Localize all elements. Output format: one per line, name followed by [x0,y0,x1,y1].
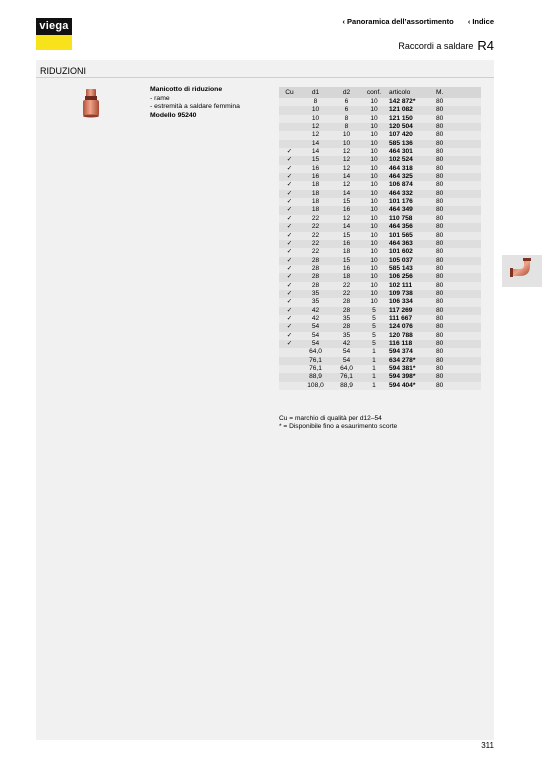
cell-m: 80 [433,173,481,181]
cell-m: 80 [433,115,481,123]
cell-m: 80 [433,307,481,315]
panel-title: RIDUZIONI [36,64,494,78]
table-row [279,115,481,123]
cell-d1: 54 [300,340,331,348]
product-title: Manicotto di riduzione [150,86,223,93]
cell-cu: ✓ [279,273,300,281]
table-row [279,365,481,373]
cell-articolo: 594 398* [386,373,433,381]
cell-d1: 108,0 [300,382,331,390]
cell-d2: 16 [331,240,362,248]
cell-d2: 8 [331,123,362,131]
cell-m: 80 [433,148,481,156]
product-bullet: - estremità a saldare femmina [150,103,240,111]
cell-m: 80 [433,206,481,214]
cell-cu: ✓ [279,265,300,273]
table-notes [279,415,397,431]
cell-d2: 16 [331,206,362,214]
cell-articolo: 109 738 [386,290,433,298]
cell-d1: 16 [300,173,331,181]
cell-d1: 35 [300,298,331,306]
cell-conf: 10 [362,123,386,131]
cell-cu: ✓ [279,323,300,331]
cell-d2: 12 [331,165,362,173]
cell-conf: 10 [362,232,386,240]
cell-m: 80 [433,348,481,356]
cell-conf: 10 [362,240,386,248]
cell-conf: 10 [362,257,386,265]
cell-conf: 10 [362,215,386,223]
cell-d1: 12 [300,131,331,139]
section-title: Raccordi a saldare [398,41,474,51]
cell-articolo: 594 381* [386,365,433,373]
cell-conf: 10 [362,165,386,173]
cell-cu: ✓ [279,307,300,315]
cell-cu: ✓ [279,290,300,298]
cell-m: 80 [433,131,481,139]
table-row [279,290,481,298]
cell-m: 80 [433,373,481,381]
cell-d2: 22 [331,290,362,298]
cell-m: 80 [433,198,481,206]
cell-d1: 18 [300,206,331,214]
cell-conf: 10 [362,148,386,156]
cell-m: 80 [433,282,481,290]
cell-d1: 22 [300,215,331,223]
cell-d2: 35 [331,315,362,323]
chevron-left-icon: ‹ [467,17,471,26]
cell-d1: 16 [300,165,331,173]
cell-d2: 18 [331,248,362,256]
cell-d2: 12 [331,181,362,189]
cell-cu: ✓ [279,190,300,198]
cell-m: 80 [433,223,481,231]
cell-articolo: 121 150 [386,115,433,123]
cell-cu: ✓ [279,156,300,164]
cell-d1: 28 [300,265,331,273]
cell-m: 80 [433,273,481,281]
cell-d1: 18 [300,181,331,189]
cell-d2: 12 [331,156,362,164]
table-row [279,248,481,256]
product-description [150,86,240,120]
cell-d2: 14 [331,190,362,198]
section-code: R4 [477,38,494,53]
cell-conf: 10 [362,198,386,206]
cell-cu: ✓ [279,181,300,189]
cell-cu [279,140,300,148]
cell-conf: 10 [362,98,386,106]
col-header-conf: conf. [362,87,386,98]
cell-d1: 76,1 [300,365,331,373]
logo-yellow-bar [36,35,72,50]
cell-cu [279,373,300,381]
cell-d2: 28 [331,307,362,315]
table-row [279,273,481,281]
col-header-cu: Cu [279,87,300,98]
copper-reducer-fitting-icon [80,88,102,118]
cell-articolo: 464 363 [386,240,433,248]
cell-d1: 35 [300,290,331,298]
cell-articolo: 102 111 [386,282,433,290]
cell-conf: 5 [362,315,386,323]
cell-articolo: 106 256 [386,273,433,281]
side-tab[interactable] [502,255,542,287]
cell-d1: 14 [300,140,331,148]
cell-cu: ✓ [279,332,300,340]
article-table [279,87,481,390]
table-row [279,206,481,214]
cell-d1: 28 [300,273,331,281]
cell-d1: 28 [300,257,331,265]
cell-d2: 64,0 [331,365,362,373]
cell-d2: 12 [331,148,362,156]
cell-d2: 18 [331,273,362,281]
cell-cu: ✓ [279,248,300,256]
cell-conf: 10 [362,290,386,298]
cell-conf: 10 [362,140,386,148]
cell-cu [279,98,300,106]
cell-articolo: 594 374 [386,348,433,356]
table-row [279,348,481,356]
cell-articolo: 106 334 [386,298,433,306]
cell-articolo: 121 082 [386,106,433,114]
cell-d2: 28 [331,323,362,331]
cell-cu [279,365,300,373]
cell-d1: 8 [300,98,331,106]
cell-articolo: 101 565 [386,232,433,240]
cell-articolo: 634 278* [386,357,433,365]
cell-d2: 8 [331,115,362,123]
table-row [279,165,481,173]
cell-cu: ✓ [279,282,300,290]
cell-d2: 12 [331,215,362,223]
table-row [279,190,481,198]
cell-d2: 15 [331,257,362,265]
cell-m: 80 [433,215,481,223]
cell-d2: 54 [331,348,362,356]
cell-cu [279,123,300,131]
table-row [279,98,481,106]
cell-d2: 6 [331,106,362,114]
table-row [279,232,481,240]
cell-articolo: 101 176 [386,198,433,206]
cell-d1: 22 [300,240,331,248]
chevron-left-icon: ‹ [342,17,346,26]
product-model: Modello 95240 [150,111,197,119]
table-header-row [279,87,481,98]
cell-m: 80 [433,298,481,306]
cell-cu [279,357,300,365]
cell-d2: 16 [331,265,362,273]
nav-link-overview[interactable]: ‹ Panoramica dell’assortimento [342,17,454,26]
cell-d1: 42 [300,315,331,323]
cell-d1: 22 [300,248,331,256]
cell-articolo: 464 356 [386,223,433,231]
cell-conf: 10 [362,248,386,256]
table-row [279,131,481,139]
table-row [279,240,481,248]
cell-m: 80 [433,365,481,373]
cell-conf: 10 [362,156,386,164]
cell-d1: 28 [300,282,331,290]
table-row [279,156,481,164]
cell-articolo: 585 143 [386,265,433,273]
cell-conf: 5 [362,340,386,348]
cell-articolo: 464 301 [386,148,433,156]
cell-d1: 54 [300,323,331,331]
logo-text: viega [36,18,72,35]
cell-conf: 5 [362,332,386,340]
col-header-articolo: articolo [386,87,433,98]
cell-articolo: 585 136 [386,140,433,148]
product-bullet: - rame [150,94,170,102]
cell-conf: 10 [362,206,386,214]
cell-articolo: 120 788 [386,332,433,340]
cell-d2: 28 [331,298,362,306]
cell-d1: 14 [300,148,331,156]
cell-cu [279,382,300,390]
cell-cu: ✓ [279,223,300,231]
cell-m: 80 [433,315,481,323]
cell-m: 80 [433,257,481,265]
cell-d2: 76,1 [331,373,362,381]
cell-conf: 1 [362,348,386,356]
table-row [279,181,481,189]
cell-articolo: 124 076 [386,323,433,331]
cell-d1: 15 [300,156,331,164]
cell-m: 80 [433,290,481,298]
table-row [279,148,481,156]
cell-conf: 10 [362,265,386,273]
cell-m: 80 [433,232,481,240]
cell-articolo: 464 325 [386,173,433,181]
cell-d2: 10 [331,131,362,139]
cell-d2: 6 [331,98,362,106]
cell-d1: 22 [300,232,331,240]
cell-cu: ✓ [279,298,300,306]
cell-d1: 18 [300,190,331,198]
cell-articolo: 111 667 [386,315,433,323]
cell-conf: 10 [362,115,386,123]
cell-d1: 18 [300,198,331,206]
table-row [279,106,481,114]
cell-articolo: 107 420 [386,131,433,139]
cell-articolo: 120 504 [386,123,433,131]
cell-conf: 10 [362,223,386,231]
note-asterisk: * = Disponibile fino a esaurimento scorte [279,423,398,430]
cell-conf: 1 [362,382,386,390]
cell-m: 80 [433,357,481,365]
cell-conf: 10 [362,181,386,189]
cell-cu [279,106,300,114]
cell-cu: ✓ [279,257,300,265]
cell-cu: ✓ [279,206,300,214]
cell-cu [279,348,300,356]
table-row [279,332,481,340]
cell-cu: ✓ [279,165,300,173]
cell-cu: ✓ [279,198,300,206]
cell-m: 80 [433,323,481,331]
cell-m: 80 [433,382,481,390]
cell-articolo: 116 118 [386,340,433,348]
table-row [279,173,481,181]
cell-d1: 42 [300,307,331,315]
cell-d2: 54 [331,357,362,365]
cell-conf: 10 [362,106,386,114]
cell-m: 80 [433,340,481,348]
table-row [279,215,481,223]
cell-cu: ✓ [279,340,300,348]
cell-d2: 35 [331,332,362,340]
cell-cu [279,115,300,123]
table-row [279,357,481,365]
table-row [279,382,481,390]
cell-cu: ✓ [279,232,300,240]
note-cu: Cu = marchio di qualità per d12–54 [279,415,382,422]
cell-conf: 10 [362,298,386,306]
cell-articolo: 106 874 [386,181,433,189]
cell-cu [279,131,300,139]
cell-conf: 1 [362,357,386,365]
cell-articolo: 464 318 [386,165,433,173]
cell-conf: 10 [362,173,386,181]
cell-articolo: 110 758 [386,215,433,223]
cell-conf: 1 [362,373,386,381]
table-row [279,298,481,306]
cell-d2: 15 [331,198,362,206]
cell-m: 80 [433,123,481,131]
cell-m: 80 [433,98,481,106]
cell-articolo: 117 269 [386,307,433,315]
cell-cu: ✓ [279,148,300,156]
cell-d1: 22 [300,223,331,231]
cell-cu: ✓ [279,240,300,248]
cell-d2: 15 [331,232,362,240]
cell-d2: 14 [331,223,362,231]
cell-cu: ✓ [279,315,300,323]
cell-d2: 10 [331,140,362,148]
cell-conf: 10 [362,273,386,281]
table-row [279,198,481,206]
cell-m: 80 [433,190,481,198]
table-row [279,373,481,381]
cell-d2: 88,9 [331,382,362,390]
copper-elbow-fitting-icon [502,255,542,287]
cell-d2: 14 [331,173,362,181]
cell-d1: 54 [300,332,331,340]
cell-m: 80 [433,140,481,148]
table-row [279,223,481,231]
cell-cu: ✓ [279,173,300,181]
cell-m: 80 [433,332,481,340]
nav-link-index[interactable]: ‹ Indice [467,17,494,26]
section-heading [398,38,494,53]
cell-articolo: 105 037 [386,257,433,265]
cell-m: 80 [433,265,481,273]
table-row [279,123,481,131]
table-row [279,323,481,331]
table-row [279,340,481,348]
table-row [279,140,481,148]
cell-articolo: 142 872* [386,98,433,106]
table-row [279,257,481,265]
cell-m: 80 [433,156,481,164]
table-row [279,282,481,290]
col-header-d1: d1 [300,87,331,98]
top-navigation [331,17,494,26]
cell-d1: 76,1 [300,357,331,365]
cell-articolo: 102 524 [386,156,433,164]
viega-logo [36,18,72,50]
col-header-m: M. [433,87,481,98]
cell-d1: 10 [300,115,331,123]
cell-d1: 64,0 [300,348,331,356]
table-row [279,265,481,273]
cell-conf: 10 [362,282,386,290]
table-row [279,307,481,315]
cell-articolo: 101 602 [386,248,433,256]
cell-conf: 10 [362,131,386,139]
cell-m: 80 [433,240,481,248]
cell-m: 80 [433,248,481,256]
cell-conf: 5 [362,323,386,331]
cell-d1: 10 [300,106,331,114]
cell-conf: 5 [362,307,386,315]
cell-d1: 88,9 [300,373,331,381]
page-number: 311 [481,741,494,750]
cell-conf: 10 [362,190,386,198]
cell-conf: 1 [362,365,386,373]
cell-articolo: 464 349 [386,206,433,214]
cell-d2: 22 [331,282,362,290]
cell-d2: 42 [331,340,362,348]
cell-articolo: 594 404* [386,382,433,390]
table-row [279,315,481,323]
cell-articolo: 464 332 [386,190,433,198]
cell-d1: 12 [300,123,331,131]
cell-cu: ✓ [279,215,300,223]
col-header-d2: d2 [331,87,362,98]
cell-m: 80 [433,106,481,114]
cell-m: 80 [433,181,481,189]
cell-m: 80 [433,165,481,173]
